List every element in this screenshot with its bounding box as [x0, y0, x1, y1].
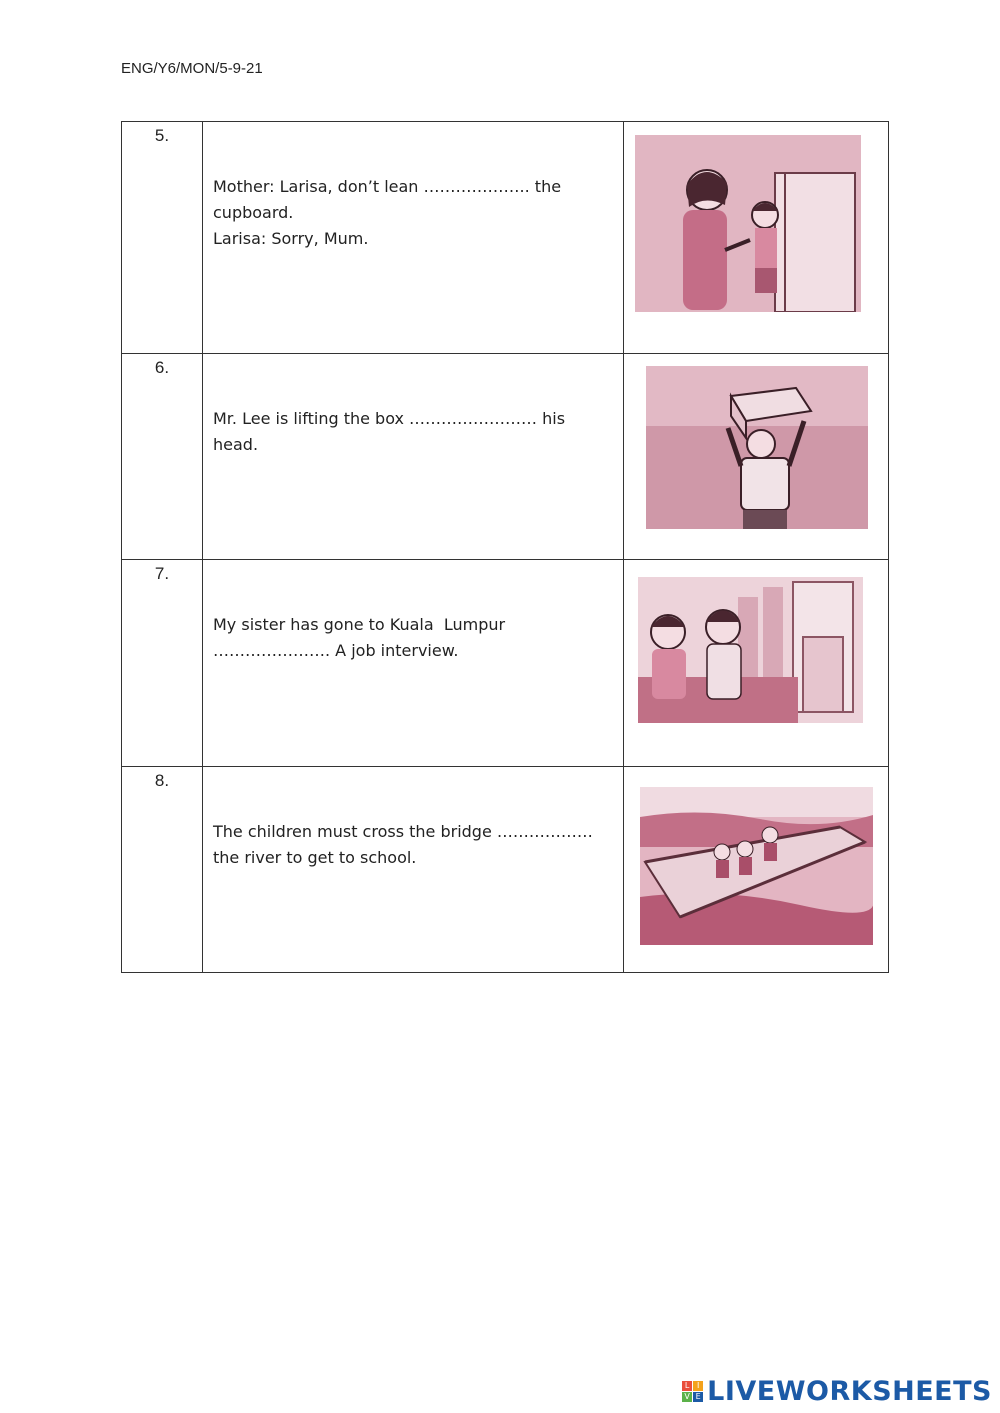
question-number-cell: [122, 767, 203, 973]
sentence-line: Mr. Lee is lifting the box …………………… his: [213, 409, 566, 428]
table-row: [122, 122, 889, 354]
question-number: 5.: [154, 126, 170, 145]
picture-cell: [624, 122, 889, 354]
sentence-line: Larisa: Sorry, Mum.: [213, 229, 369, 248]
sentence-cell: [203, 767, 624, 973]
question-number: 8.: [154, 771, 170, 790]
sentence-line: cupboard.: [213, 203, 294, 222]
sentence-line: Mother: Larisa, don’t lean ……………….. the: [213, 177, 562, 196]
table-row: [122, 354, 889, 560]
question-number: 7.: [154, 564, 170, 583]
sentence-cell: [203, 560, 624, 767]
picture-cell: [624, 767, 889, 973]
question-number-cell: [122, 560, 203, 767]
brand-name: LIVEWORKSHEETS: [707, 1376, 992, 1407]
sentence-line: The children must cross the bridge ………………: [213, 822, 593, 841]
sentence-cell: [203, 122, 624, 354]
worksheet-code: ENG/Y6/MON/5-9-21: [121, 60, 263, 77]
sentence-cell: [203, 354, 624, 560]
table-row: [122, 767, 889, 973]
picture-cell: [624, 354, 889, 560]
sentence-line: head.: [213, 435, 259, 454]
question-number-cell: [122, 354, 203, 560]
picture-cell: [624, 560, 889, 767]
children-crossing-bridge-illustration: [640, 787, 873, 945]
question-number: 6.: [154, 358, 170, 377]
man-lifting-box-illustration: [646, 366, 868, 529]
liveworksheets-logo: [682, 1376, 992, 1407]
logo-badge-icon: L I V E: [682, 1381, 703, 1402]
two-girls-city-illustration: [638, 577, 863, 723]
sentence-line: the river to get to school.: [213, 848, 417, 867]
question-number-cell: [122, 122, 203, 354]
exercise-table: [121, 121, 889, 973]
sentence-line: My sister has gone to Kuala Lumpur: [213, 615, 506, 634]
sentence-line: …………………. A job interview.: [213, 641, 459, 660]
table-row: [122, 560, 889, 767]
mother-and-larisa-illustration: [635, 135, 861, 312]
